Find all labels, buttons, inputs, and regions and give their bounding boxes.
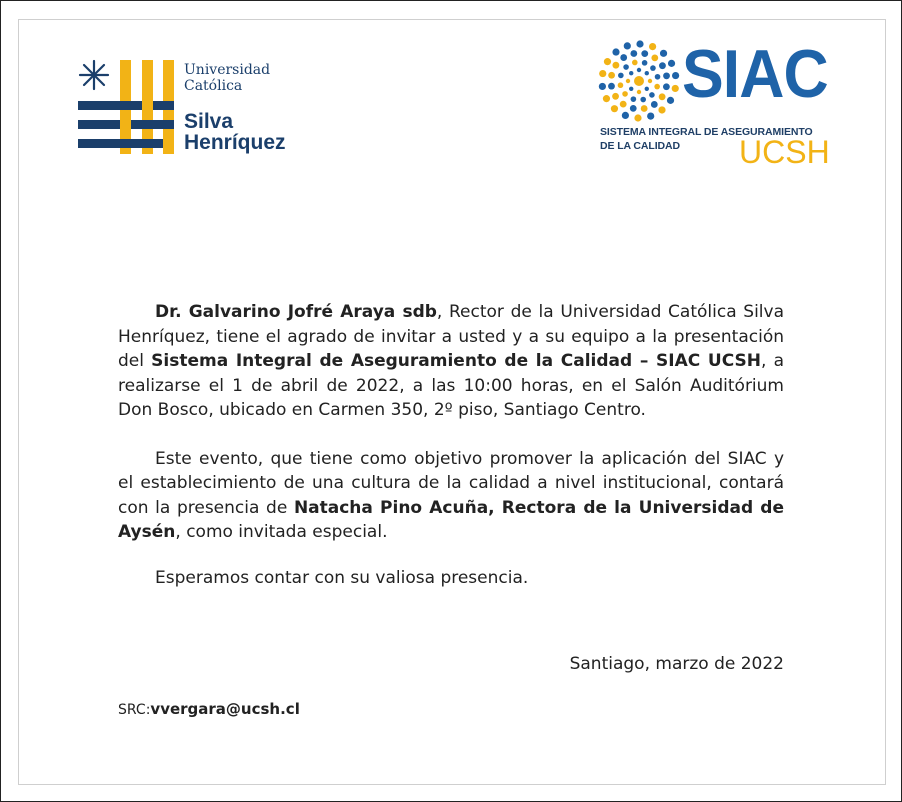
closing-line: Esperamos contar con su valiosa presencia. [155, 568, 529, 588]
dot-burst-icon [598, 40, 680, 122]
paragraph-event [118, 447, 784, 545]
system-name: Sistema Integral de Aseguramiento de la Calidad – SIAC UCSH [151, 351, 761, 371]
siac-brand-ucsh: UCSH [739, 134, 830, 170]
ucsh-wordmark [184, 62, 286, 153]
source-line [118, 698, 300, 721]
letter-body [118, 300, 784, 545]
invitation-text-1: , Rector de la Universidad Católica Silva Henríquez, tiene el agrado de invitar a usted y a su equipo a la presentación del [118, 302, 784, 371]
ucsh-emblem-icon [76, 58, 182, 158]
rector-name: Dr. Galvarino Jofré Araya sdb [155, 302, 437, 322]
ucsh-line-catolica: Católica [184, 78, 243, 94]
siac-subtitle-line1: SISTEMA INTEGRAL DE ASEGURAMIENTO [600, 126, 813, 138]
ucsh-line-henriquez: Henríquez [184, 131, 286, 154]
siac-logo [598, 36, 838, 170]
invitation-text-2: , a realizarse el 1 de abril de 2022, a las 10:00 horas, en el Salón Auditórium Don Bosco, ubicado en Carmen 350, 2º piso, Santiago Centro. [118, 351, 784, 420]
ucsh-logo [76, 58, 306, 158]
asterisk-icon [80, 61, 108, 89]
ucsh-line-universidad: Universidad [184, 62, 271, 78]
event-text-1: Este evento, que tiene como objetivo promover la aplicación del SIAC y el establecimiento de una cultura de la calidad a nivel institucional, contará con la presencia de [118, 448, 784, 518]
siac-subtitle-line2: DE LA CALIDAD [600, 140, 680, 152]
src-email: vvergara@ucsh.cl [150, 700, 300, 718]
guest-name: Natacha Pino Acuña, Rectora de la Universidad de Aysén [118, 497, 784, 542]
src-label: SRC: [118, 702, 151, 718]
siac-wordmark: SIAC [682, 36, 828, 112]
place-date: Santiago, marzo de 2022 [569, 654, 784, 674]
ucsh-line-silva: Silva [184, 110, 234, 133]
paragraph-invitation [118, 300, 784, 423]
event-text-2: , como invitada especial. [175, 522, 388, 542]
